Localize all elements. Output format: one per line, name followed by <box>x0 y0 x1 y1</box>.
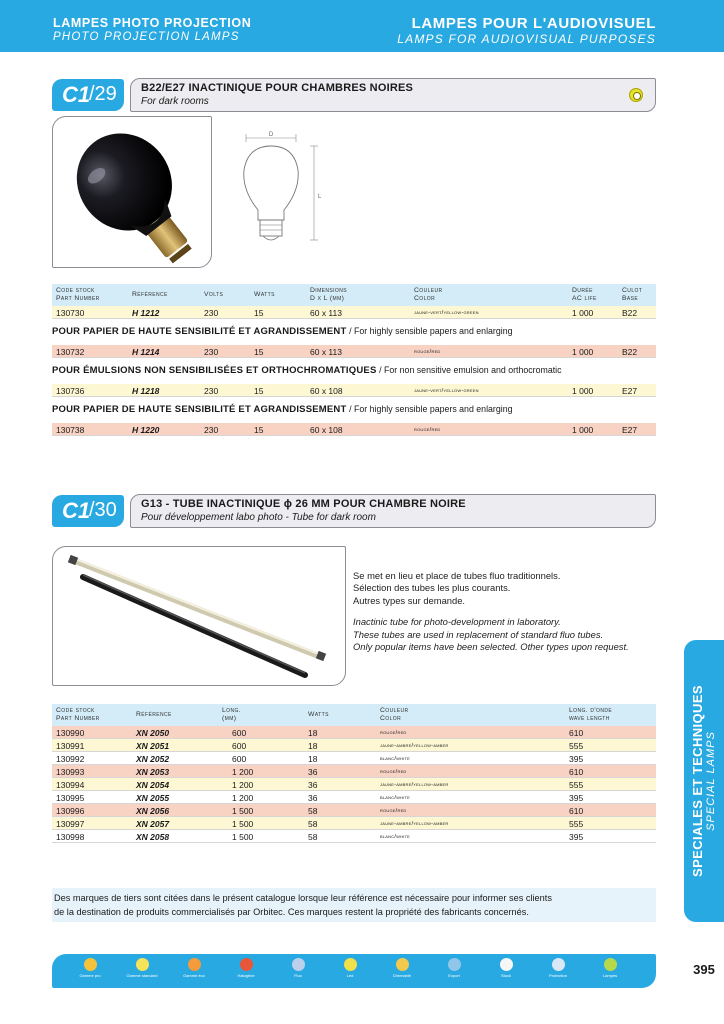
bulb-dimension-drawing <box>230 128 340 278</box>
flash-icon <box>188 958 201 971</box>
group-heading: POUR ÉMULSIONS NON SENSIBILISÉES ET ORTHOCHROMATIQUES / For non sensitive emulsion and orthocromatic <box>52 365 562 376</box>
dimmer-icon <box>396 958 409 971</box>
cell-ref: XN 2050 <box>136 728 170 738</box>
footer-feature-item <box>174 958 214 978</box>
col-header-color: Couleur Color <box>380 707 409 722</box>
shield-icon <box>552 958 565 971</box>
cell-code: 130998 <box>56 832 85 842</box>
cell-ref: XN 2052 <box>136 754 170 764</box>
cell-volts: 230 <box>204 386 219 396</box>
cell-dims: 60 x 113 <box>310 308 342 318</box>
cell-watts: 15 <box>254 308 264 318</box>
header-right <box>397 16 656 46</box>
cell-life: 1 000 <box>572 425 594 435</box>
table-row <box>52 778 656 791</box>
cell-dims: 60 x 108 <box>310 425 343 435</box>
cell-code: 130993 <box>56 767 85 777</box>
col-header-length: Long. (mm) <box>222 707 242 722</box>
footnote-line: Des marques de tiers sont citées dans le présent catalogue lorsque leur référence est nécessaire pour informer ses clients <box>54 893 552 903</box>
cell-code: 130991 <box>56 741 85 751</box>
cell-watts: 18 <box>308 741 318 751</box>
desc-en-line: Inactinic tube for photo-development in laboratory. <box>353 616 561 628</box>
section-2-code: C1 <box>62 498 91 523</box>
cell-wavelength: 610 <box>569 767 584 777</box>
footnote-line: de la destination de produits commercialisés par Orbitec. Ces marques restent la propriété des fabricants concernés. <box>54 907 529 917</box>
side-tab-text <box>690 685 718 877</box>
col-header-watts: Watts <box>308 711 329 718</box>
cell-length: 600 <box>232 741 247 751</box>
dark-bulb-image <box>53 117 212 268</box>
table-row <box>52 817 656 830</box>
group-heading: POUR PAPIER DE HAUTE SENSIBILITÉ ET AGRANDISSEMENT / For highly sensible papers and enlarging <box>52 404 513 415</box>
bulb-icon <box>136 958 149 971</box>
cell-volts: 230 <box>204 347 219 357</box>
col-header-dims: Dimensions D x L (mm) <box>310 287 347 302</box>
dark-bulb-photo <box>52 116 212 268</box>
trademark-footnote <box>52 888 656 922</box>
tube-image <box>53 547 346 686</box>
cell-length: 1 200 <box>232 780 254 790</box>
footer-feature-item <box>70 958 110 978</box>
section-1-group-4 <box>52 423 656 436</box>
cell-wavelength: 555 <box>569 741 584 751</box>
cell-code: 130995 <box>56 793 85 803</box>
bulb-base-icon <box>629 88 643 102</box>
cell-wavelength: 395 <box>569 754 584 764</box>
desc-fr-line: Sélection des tubes les plus courants. <box>353 582 511 594</box>
cell-code: 130990 <box>56 728 85 738</box>
cell-ref: XN 2057 <box>136 819 170 829</box>
cell-color: blanc/white <box>380 795 411 801</box>
cell-watts: 58 <box>308 819 318 829</box>
section-2-code-number: /30 <box>89 499 117 521</box>
cell-wavelength: 395 <box>569 793 584 803</box>
group-heading-en: For highly sensible papers and enlarging <box>354 404 513 414</box>
header-left <box>53 16 251 44</box>
col-header-wavelength: Long. d'onde wave length <box>569 707 613 722</box>
col-header-color: Couleur Color <box>414 287 443 302</box>
table-row <box>52 765 656 778</box>
footer-feature-item <box>330 958 370 978</box>
footer-feature-item <box>486 958 526 978</box>
tube-icon <box>292 958 305 971</box>
table-row <box>52 830 656 843</box>
cell-watts: 15 <box>254 386 264 396</box>
cell-color: jaune-ambre/yellow-amber <box>380 821 449 827</box>
col-header-life: Durée AC life <box>572 287 597 302</box>
footer-feature-label: Protection <box>548 973 567 978</box>
group-heading-en: For non sensitive emulsion and orthocromatic <box>384 365 562 375</box>
cell-color: rouge/red <box>414 427 441 433</box>
table-row <box>52 739 656 752</box>
table-header-row <box>52 704 656 726</box>
cell-wavelength: 610 <box>569 728 584 738</box>
cell-watts: 58 <box>308 832 318 842</box>
cell-volts: 230 <box>204 425 219 435</box>
cell-base: B22 <box>622 347 638 357</box>
footer-feature-label: Stock <box>500 973 511 978</box>
group-heading-fr: POUR PAPIER DE HAUTE SENSIBILITÉ ET AGRANDISSEMENT <box>52 404 347 415</box>
footer-feature-item <box>122 958 162 978</box>
side-category-tab[interactable] <box>684 640 724 922</box>
header-left-subtitle: PHOTO PROJECTION LAMPS <box>53 31 240 43</box>
section-1-header <box>52 78 656 112</box>
footer-feature-item <box>278 958 318 978</box>
halogen-icon <box>240 958 253 971</box>
cell-ref: H 1218 <box>132 386 160 396</box>
table-row <box>52 306 656 319</box>
section-1-title: B22/E27 INACTINIQUE POUR CHAMBRES NOIRES <box>141 82 414 94</box>
cell-code: 130732 <box>56 347 85 357</box>
cell-base: B22 <box>622 308 638 318</box>
group-heading-fr: POUR PAPIER DE HAUTE SENSIBILITÉ ET AGRANDISSEMENT <box>52 326 347 337</box>
section-2-titlebar <box>130 494 656 528</box>
desc-fr-line: Autres types sur demande. <box>353 594 466 606</box>
section-1-group-2 <box>52 345 656 358</box>
tube-rows <box>52 726 656 843</box>
cell-ref: XN 2051 <box>136 741 170 751</box>
cell-length: 1 200 <box>232 767 254 777</box>
cell-watts: 36 <box>308 780 318 790</box>
header-left-title: LAMPES PHOTO PROJECTION <box>53 16 252 30</box>
cell-length: 1 500 <box>232 806 254 816</box>
footer-feature-label: Halogène <box>237 973 255 978</box>
cell-ref: XN 2056 <box>136 806 170 816</box>
desc-en-line: Only popular items have been selected. Other types upon request. <box>353 641 629 653</box>
cell-ref: H 1214 <box>132 347 160 357</box>
cell-code: 130994 <box>56 780 85 790</box>
table-row <box>52 804 656 817</box>
desc-en-line: These tubes are used in replacement of standard fluo tubes. <box>353 628 604 640</box>
section-2-subtitle: Pour développement labo photo - Tube for dark room <box>141 512 376 523</box>
box-icon <box>500 958 513 971</box>
cell-watts: 15 <box>254 425 264 435</box>
section-2-table <box>52 704 656 843</box>
footer-feature-label: Dimmable <box>392 973 411 978</box>
bulb-outline-svg <box>230 128 340 278</box>
footer-feature-label: Gamme pro <box>79 973 101 978</box>
cell-wavelength: 610 <box>569 806 584 816</box>
table-row <box>52 752 656 765</box>
col-header-base: Culot Base <box>622 287 643 302</box>
cell-color: rouge/red <box>414 349 441 355</box>
cell-code: 130997 <box>56 819 85 829</box>
cell-color: jaune-vert/yellow-green <box>414 310 479 316</box>
cell-color: rouge/red <box>380 730 407 736</box>
cell-code: 130992 <box>56 754 85 764</box>
cell-dims: 60 x 108 <box>310 386 343 396</box>
section-2-header <box>52 494 656 528</box>
cell-base: E27 <box>622 386 638 396</box>
cell-color: jaune-ambre/yellow-amber <box>380 782 449 788</box>
cell-watts: 18 <box>308 754 318 764</box>
cell-color: rouge/red <box>380 808 407 814</box>
cell-dims: 60 x 113 <box>310 347 342 357</box>
cell-ref: H 1220 <box>132 425 160 435</box>
cell-wavelength: 555 <box>569 780 584 790</box>
section-1-group-3 <box>52 384 656 397</box>
section-2-title: G13 - TUBE INACTINIQUE ϕ 26 MM POUR CHAMBRE NOIRE <box>141 498 466 510</box>
footer-feature-item <box>538 958 578 978</box>
section-1-badge <box>52 79 124 111</box>
section-1-subtitle: For dark rooms <box>141 96 209 107</box>
cell-length: 600 <box>232 728 247 738</box>
header-right-subtitle: LAMPS FOR AUDIOVISUAL PURPOSES <box>397 32 656 46</box>
cell-length: 600 <box>232 754 247 764</box>
side-tab-title: SPECIALES ET TECHNIQUES <box>690 685 705 877</box>
globe-icon <box>448 958 461 971</box>
cell-life: 1 000 <box>572 347 594 357</box>
cell-watts: 18 <box>308 728 318 738</box>
col-header-ref: Référence <box>136 711 172 718</box>
cell-ref: XN 2054 <box>136 780 170 790</box>
cell-length: 1 500 <box>232 819 254 829</box>
cell-code: 130736 <box>56 386 85 396</box>
table-row <box>52 791 656 804</box>
group-heading-en: For highly sensible papers and enlarging <box>354 326 513 336</box>
tube-description <box>353 570 653 653</box>
cell-life: 1 000 <box>572 308 594 318</box>
footer-feature-label: Fluo <box>294 973 302 978</box>
cell-watts: 58 <box>308 806 318 816</box>
cell-length: 1 500 <box>232 832 254 842</box>
cell-code: 130996 <box>56 806 85 816</box>
cell-color: blanc/white <box>380 834 411 840</box>
cell-watts: 36 <box>308 767 318 777</box>
table-row <box>52 384 656 397</box>
cell-watts: 15 <box>254 347 264 357</box>
lamp-icon <box>604 958 617 971</box>
table-row <box>52 423 656 436</box>
footer-feature-label: Gamme éco <box>183 973 205 978</box>
cell-code: 130730 <box>56 308 85 318</box>
group-heading: POUR PAPIER DE HAUTE SENSIBILITÉ ET AGRANDISSEMENT / For highly sensible papers and enlarging <box>52 326 513 337</box>
cell-length: 1 200 <box>232 793 254 803</box>
footer-feature-item <box>590 958 630 978</box>
page-number: 395 <box>693 962 715 977</box>
cell-ref: XN 2055 <box>136 793 170 803</box>
cell-base: E27 <box>622 425 638 435</box>
cell-ref: XN 2058 <box>136 832 170 842</box>
table-row <box>52 726 656 739</box>
section-1-code-number: /29 <box>89 83 117 105</box>
group-heading-fr: POUR ÉMULSIONS NON SENSIBILISÉES ET ORTHOCHROMATIQUES <box>52 365 377 376</box>
cell-ref: XN 2053 <box>136 767 170 777</box>
footer-icon-bar <box>52 954 656 988</box>
desc-fr-line: Se met en lieu et place de tubes fluo traditionnels. <box>353 570 561 581</box>
side-tab-subtitle: SPECIAL LAMPS <box>705 731 717 831</box>
section-1-code: C1 <box>62 82 91 107</box>
page-header <box>0 0 724 52</box>
section-1-titlebar <box>130 78 656 112</box>
led-icon <box>344 958 357 971</box>
col-header-watts: Watts <box>254 291 275 298</box>
col-header-code: Code stock Part Number <box>56 287 100 302</box>
footer-feature-label: Led <box>346 973 354 978</box>
cell-watts: 36 <box>308 793 318 803</box>
footer-feature-item <box>226 958 266 978</box>
footer-feature-label: Lampes <box>602 973 618 978</box>
header-right-title: LAMPES POUR L'AUDIOVISUEL <box>411 15 656 32</box>
col-header-volts: Volts <box>204 291 224 298</box>
sun-icon <box>84 958 97 971</box>
section-1-table <box>52 284 656 319</box>
footer-feature-item <box>382 958 422 978</box>
table-header-row <box>52 284 656 306</box>
table-row <box>52 345 656 358</box>
cell-color: blanc/white <box>380 756 411 762</box>
cell-color: jaune-ambre/yellow-amber <box>380 743 449 749</box>
col-header-code: Code stock Part Number <box>56 707 100 722</box>
footer-feature-label: Export <box>448 973 460 978</box>
cell-ref: H 1212 <box>132 308 160 318</box>
cell-color: rouge/red <box>380 769 407 775</box>
tube-photo <box>52 546 346 686</box>
dimension-l-label: L <box>318 194 322 200</box>
cell-wavelength: 395 <box>569 832 584 842</box>
col-header-ref: Référence <box>132 291 168 298</box>
section-2-badge <box>52 495 124 527</box>
dimension-d-label: D <box>268 132 274 138</box>
footer-feature-label: Gamme standard <box>126 973 158 978</box>
footer-feature-item <box>434 958 474 978</box>
cell-life: 1 000 <box>572 386 594 396</box>
cell-code: 130738 <box>56 425 85 435</box>
cell-color: jaune-vert/yellow-green <box>414 388 479 394</box>
cell-volts: 230 <box>204 308 219 318</box>
cell-wavelength: 555 <box>569 819 584 829</box>
